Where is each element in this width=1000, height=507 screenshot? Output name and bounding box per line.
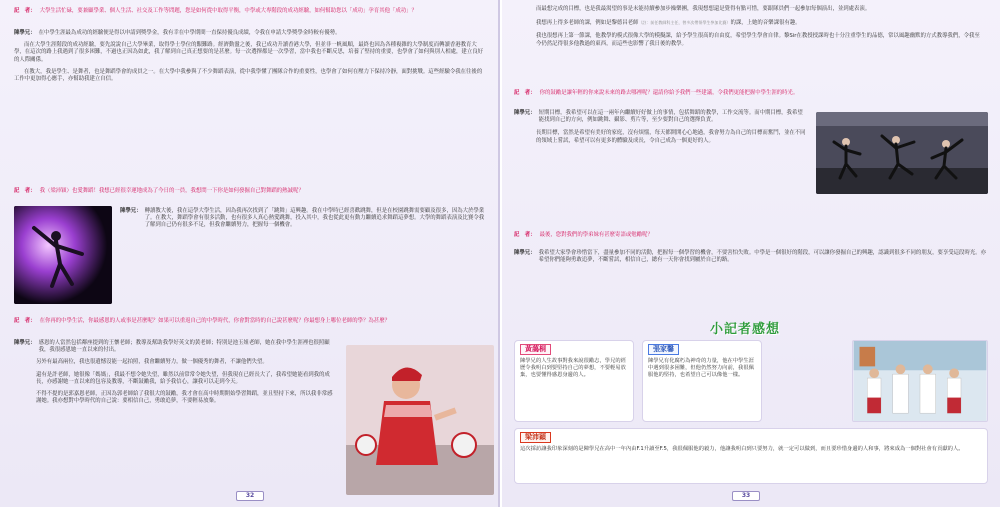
reporter-name: 梁沛穎: [520, 432, 551, 443]
dance-studio-photo: [816, 112, 988, 194]
reporter-comment: 這次採訪讓我印象深刻的是陳學兄在高中一年內由F.1升讀至F.5，我很佩服他的毅力，他讓我明白到只要努力，就一定可以做到，而且要珍惜身邊的人和事，將來成為一個對社會有貢獻的人。: [520, 446, 964, 452]
answer-paragraph: 感恩的人當然包括鄰座提到的王懷老師；教導及幫助我學好英文的黃老師；特別是池玉姐老師，她在我中學生涯裡也很照顧我，我很感恩她一直以來的付出。: [38, 340, 330, 354]
question-tag: 記 者：: [14, 318, 36, 324]
intro-text: 而最想完成的目標，也是我最渴望的事是未能持續參加步操樂團，我現想想還是覺得有點可惜，要跟隊員們一起參加每個演出，並到處表演。: [536, 6, 871, 12]
page-number: 33: [732, 491, 760, 501]
reporter-name: 張家馨: [648, 344, 679, 355]
reporter-card: [514, 340, 634, 422]
question-tag: 記 者：: [514, 232, 536, 238]
question-text: 我（梁沛穎）也愛舞蹈！我想已經很幸運地成為了今日的一員，我想問一下你是如何發掘自己對舞蹈的熱誠呢？: [39, 188, 304, 194]
group-photo: [852, 340, 988, 422]
answer-paragraph: 而在大學生涯階段的成功經驗，要先說說自己大學畢業，取得學士學位的艱難路。經濟動盪之後，我已成功升讀香港大學，但並非一帆風順，最終也因為各種複雜的大學制度而轉讀香港教育大學，在這次的路上我遇到了很多困難，不過也正因為如此，我了解到自己真正想要的是甚麼。每一次選擇都是一次學習，當中我也不斷反思，培養了堅持的重要，也學會了如何與別人相處，建立良好的人際關係。: [14, 42, 483, 63]
dancer-photo: [14, 206, 112, 304]
page-number: 32: [236, 491, 264, 501]
answer-5: [514, 250, 988, 264]
answer-paragraph: 長期目標，當然是希望有美好的家庭，沒有煩惱，每天都開開心心地過，我會努力為自己的目標而奮鬥，並在不同的領域上嘗試，希望可以有更多的體驗及成長，令自己成為一個更好的人。: [536, 130, 806, 144]
section-title: 小記者感想: [710, 322, 781, 337]
right-page: [500, 0, 1000, 507]
answer-text: 轉讀教大後，我在這學大學生活，因為我再次找到了「跳舞」這興趣。我在中學時已經喜歡跳舞，但是在校園跳舞需要顧及很多，因為大於學業了。在教大，舞蹈學會有很多活動，也有很多人真心熱愛跳舞，投入其中，我也從此更有動力繼續追求舞蹈這夢想。大學的舞蹈表演及比賽令我了解到自己仍有很多不足，但我會繼續努力，把握每一個機會。: [144, 208, 485, 229]
reporter-card: [642, 340, 762, 422]
question-tag: 記 者：: [14, 188, 36, 194]
question-text: 大學生活忙碌，要兼顧學業、個人生活、社交及工作等問題，您是如何從中取得平衡，中學或大專階段的成功經驗，如何幫助您以「成功」孕育其他「成功」？: [39, 8, 417, 14]
question-text: 最後，您對我們的學弟妹有甚麼寄語或勉勵呢？: [539, 232, 653, 238]
question-3: [14, 318, 484, 325]
dancers-group-icon: [816, 112, 988, 194]
answer-2: [120, 208, 486, 230]
question-text: 在你再的中學生活，你最感恩的人或事是甚麼呢？如果可以重返自己的中學時代，你會對當時的自己說甚麼呢？你最想身上哪位老師的學？為甚麼？: [39, 318, 390, 324]
teacher-line: 我想再上得多老師的課，例如是黎德昌老師: [536, 20, 639, 27]
question-text: 你的鼓勵是讓年輕的你來說未來的路去哪裡呢？還請你給予我們一些建議，令我們更能把握中學生涯的時光。: [539, 90, 799, 96]
group-people-icon: [853, 341, 987, 421]
teacher-tail: 的課，上她的音樂課很有趣。: [730, 20, 801, 27]
answer-paragraph: 短期目標，我希望可以在這一兩年內繼續好好做上的事情，包括舞蹈的教學，工作交流等。而中期目標，我希望能找到自己的方向，例如跳舞、攝影、剪片等，至少要對自己的選擇負責。: [538, 110, 803, 124]
answer-speaker: 陳學兄：: [14, 30, 36, 36]
answer-speaker: 陳學兄：: [514, 110, 536, 116]
reporter-card: [514, 428, 988, 484]
teacher-note: （註：前任教師科主任，曾多次帶領學生參加比賽）: [638, 20, 731, 26]
answer-speaker: 陳學兄：: [120, 208, 142, 214]
answer-1: [14, 30, 486, 83]
teacher-paragraph-2: 我也很想再上第一節課，他教學的模式很像大學的模擬課，給予學生很高的自由度，希望學生學會自律。黎Sir在教授授課時也十分注重學生的品德，常以風趣幽默的方式教導我們，令我至今仍然記得很多他教過的東西，而這些也影響了我日後的教學。: [536, 33, 980, 47]
question-1: [14, 8, 484, 15]
answer-intro: 在中學生涯最為成功的經驗便是得以申請到獎學金，我有幸在中學期間一直保持優良成績，令我在申請大學獎學金時較有優勢。: [38, 30, 341, 36]
reporter-comment: 陳學兄有化腐朽為神奇的力量，他在中學生涯中遇到很多困難，但他仍然努力向前，我很佩服他的堅持，也希望自己可以像他一樣。: [648, 358, 754, 378]
answer-speaker: 陳學兄：: [14, 340, 36, 346]
reporter-comment: 陳學兄的人生故事對我來說很勵志，學兄的經歷令我明白到要堅持自己的夢想，不要輕易放棄，也要懂得感恩身邊的人。: [520, 358, 626, 378]
answer-paragraph: 另外有最高兩位，我也很遺憾沒能一起拍照，我會繼續努力，做一個優秀的舞者，不讓他們失望。: [36, 359, 268, 366]
answer-paragraph: 不得不提的是郭嘉恩老師，正因為郭老師給了我很大的鼓勵，我才會在高中時期開始學習舞蹈，並且堅持下來，所以我非常感謝她。我亦想對中學時代的自己說：要相信自己，勇敢追夢，不要輕易放棄。: [36, 391, 333, 405]
performance-photo: [346, 345, 494, 495]
answer-4: [514, 110, 806, 145]
answer-paragraph: 在教大，我是學生、是舞者，也是舞蹈學會的成員之一。在大學中我參與了不少舞蹈表演，從中我學懂了團隊合作的重要性，也學會了如何在壓力下保持冷靜，面對挑戰。這些經驗令我在往後的工作中更加得心應手，亦幫助我建立自信。: [14, 68, 483, 83]
answer-paragraph: 還有是許老師，她很像「媽媽」，我最不想令她失望，雖然以前常常令她失望，但我現在已經長大了，我希望她能看到我的成長，亦感謝她一直以來的包容及教導，不斷鼓勵我，給予我信心，讓我可以走到今天。: [36, 371, 330, 385]
answer-speaker: 陳學兄：: [514, 250, 536, 256]
question-5: [514, 232, 984, 239]
answer-3: [14, 340, 334, 405]
intro-paragraph: [514, 6, 984, 48]
question-2: [14, 188, 484, 195]
question-tag: 記 者：: [514, 90, 536, 96]
question-4: [514, 90, 984, 97]
dancer-performance-icon: [346, 345, 494, 495]
question-tag: 記 者：: [14, 8, 36, 14]
reporter-name: 黃藹桐: [520, 344, 551, 355]
dancer-silhouette-icon: [14, 206, 112, 304]
answer-text: 我希望大家學會珍惜當下，盡量參加不同的活動，把握每一個學習的機會，不要害怕失敗。中學是一個很好的階段，可以讓你發掘自己的興趣，認識到很多不同的朋友，要享受這段時光。亦希望你們能夠勇敢追夢，不斷嘗試，相信自己，總有一天你會找到屬於自己的路。: [538, 250, 987, 264]
teacher-paragraph: [514, 19, 984, 27]
